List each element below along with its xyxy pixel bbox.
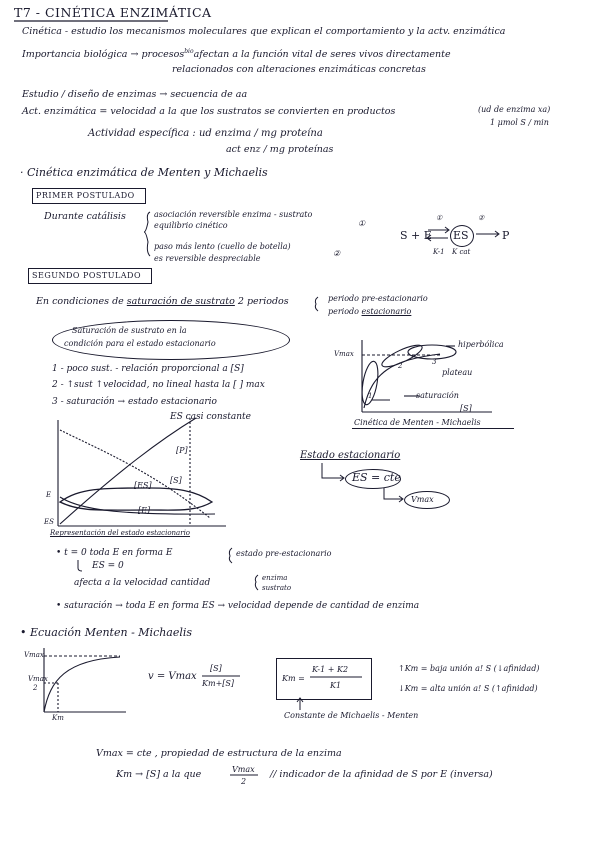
rxn-k1: ①	[436, 214, 443, 222]
estado-title: Estado estacionario	[300, 450, 401, 461]
intro-line-2a: Importancia biológica → procesos	[22, 49, 185, 61]
second-postulate-label: SEGUNDO POSTULADO	[32, 271, 142, 280]
bullet-assoc: asociación reversible enzima - sustrato	[154, 210, 313, 219]
bullet-1-number: ①	[358, 219, 366, 228]
title-text: T7 - CINÉTICA ENZIMÁTICA	[14, 5, 212, 20]
footer-den: 2	[241, 777, 247, 786]
mm-plateau: plateau	[442, 368, 473, 377]
mm-heading: · Cinética enzimática de Menten y Michaelis	[20, 166, 268, 179]
affects-enzyme: enzima	[262, 574, 288, 582]
ss-ylabel-e: E	[46, 491, 52, 499]
intro-line-1: Cinética - estudio los mecanismos moleculares que explican el comportamiento y la actv. enzimática	[22, 26, 506, 37]
eq-two: 2	[33, 684, 38, 692]
bullet-equilibrium: equilibrio cinético	[154, 221, 228, 230]
p2b: estacionario	[361, 307, 412, 316]
rxn-k2: ②	[478, 214, 485, 222]
eq-km: Km	[52, 714, 64, 722]
rxn-es: ES	[453, 229, 469, 242]
t0-line: • t = 0 toda E en forma E	[56, 548, 173, 558]
intro-line-5-note: (ud de enzima xa)	[478, 105, 551, 114]
mm-n3: 3	[432, 358, 437, 366]
item-1: 1 - poco sust. - relación proporcional a [S]	[52, 364, 244, 374]
intro-line-6: Actividad específica : ud enzima / mg proteína	[88, 128, 323, 139]
intro-line-5-note-2: 1 μmol S / min	[490, 118, 549, 127]
p2a: periodo	[328, 307, 362, 316]
ss-label-e: [E]	[138, 506, 151, 515]
affects-substrate: sustrato	[262, 584, 292, 592]
rxn-left: S + E	[400, 229, 432, 242]
cond-a: En condiciones de	[36, 296, 127, 307]
eq-heading: • Ecuación Menten - Michaelis	[20, 626, 193, 639]
t0-es: ES = 0	[92, 561, 124, 571]
affects-velocity: afecta a la velocidad cantidad	[74, 578, 211, 588]
mm-xlabel: [S]	[460, 404, 472, 413]
mm-hyperbolic: hiperbólica	[458, 340, 504, 349]
saturation-oval-1: Saturación de sustrato en la	[72, 326, 187, 335]
rxn-right: P	[502, 229, 510, 242]
estado-eq: ES = cte	[352, 471, 401, 484]
rxn-kcat: K cat	[452, 248, 471, 256]
intro-line-2b: afectan a la función vital de seres vivos directamente	[193, 49, 451, 61]
km-high: ↑Km = baja unión a! S (↓afinidad)	[398, 664, 540, 673]
cond-c: 2 periodos	[234, 296, 289, 307]
pre-stationary: estado pre-estacionario	[236, 549, 332, 558]
bullet-slow-step: paso más lento (cuello de botella)	[154, 242, 291, 251]
mm-caption: Cinética de Menten - Michaelis	[354, 418, 481, 427]
footer-line-1: Vmax = cte , propiedad de estructura de la enzima	[96, 748, 342, 759]
footer-line-2b: // indicador de la afinidad de S por E (inversa)	[270, 769, 493, 780]
estado-vmax: Vmax	[411, 495, 434, 504]
mm-n2: 2	[398, 362, 403, 370]
km-caption: Constante de Michaelis - Menten	[284, 711, 419, 720]
item-3: 3 - saturación → estado estacionario	[52, 397, 217, 407]
ss-caption: Representación del estado estacionario	[50, 529, 191, 537]
mm-saturation: saturación	[416, 391, 459, 400]
intro-line-3: relacionados con alteraciones enzimáticas concretas	[172, 64, 426, 75]
item-3b: ES casi constante	[170, 412, 251, 422]
period-pre: periodo pre-estacionario	[328, 294, 428, 303]
bullet-2-number: ②	[333, 249, 341, 258]
intro-line-7: act enz / mg proteínas	[226, 144, 334, 155]
saturation-oval-2: condición para el estado estacionario	[64, 339, 216, 348]
first-postulate-label: PRIMER POSTULADO	[36, 191, 135, 200]
during-catalysis: Durante catálisis	[44, 211, 126, 222]
km-num: K-1 + K2	[312, 665, 349, 674]
v-equation-den: Km+[S]	[202, 679, 234, 688]
rxn-k-1: K-1	[433, 248, 445, 256]
ss-label-p: [P]	[176, 446, 188, 455]
mm-n1: 1	[368, 392, 373, 400]
v-equation-num: [S]	[210, 664, 222, 673]
footer-num: Vmax	[232, 765, 255, 774]
eq-vmax: Vmax	[24, 651, 44, 659]
eq-vmax2: Vmax	[28, 675, 48, 683]
footer-line-2a: Km → [S] a la que	[116, 769, 202, 780]
ss-label-es: [ES]	[134, 481, 152, 490]
intro-line-5: Act. enzimática = velocidad a la que los sustratos se convierten en productos	[22, 106, 396, 117]
km-low: ↓Km = alta unión a! S (↑afinidad)	[398, 684, 538, 693]
cond-b: saturación de sustrato	[126, 296, 235, 307]
km-den: K1	[330, 681, 342, 690]
item-2: 2 - ↑sust ↑velocidad, no lineal hasta la [ ] max	[52, 380, 265, 390]
intro-line-4: Estudio / diseño de enzimas → secuencia de aa	[22, 89, 248, 100]
saturation-line: • saturación → toda E en forma ES → velocidad depende de cantidad de enzima	[56, 601, 420, 611]
bullet-reversible: es reversible despreciable	[154, 254, 261, 263]
mm-vmax: Vmax	[334, 350, 354, 358]
ss-label-s: [S]	[170, 476, 182, 485]
km-left: Km =	[282, 674, 305, 683]
intro-line-2-sup: bio	[184, 48, 194, 55]
v-equation-left: v = Vmax	[148, 671, 197, 682]
ss-ylabel-es: ES	[44, 518, 54, 526]
